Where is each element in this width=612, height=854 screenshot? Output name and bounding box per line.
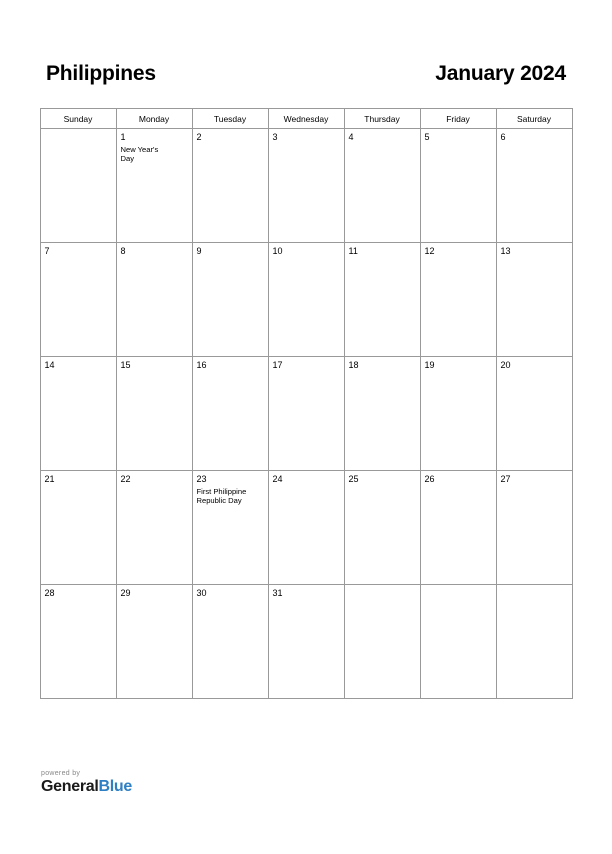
calendar-day-cell-empty xyxy=(344,585,420,699)
day-number: 29 xyxy=(120,588,131,598)
calendar-day-cell[interactable] xyxy=(344,243,420,357)
calendar-day-cell[interactable] xyxy=(496,471,572,585)
calendar-week-row xyxy=(40,585,572,699)
day-number: 6 xyxy=(500,132,506,142)
calendar-day-cell[interactable] xyxy=(496,243,572,357)
calendar-day-cell[interactable] xyxy=(420,129,496,243)
calendar-day-cell[interactable] xyxy=(40,243,116,357)
country-title: Philippines xyxy=(46,62,156,85)
day-number: 4 xyxy=(348,132,354,142)
day-event: New Year's Day xyxy=(120,144,159,164)
generalblue-logo[interactable] xyxy=(41,778,132,796)
weekday-header-sunday: Sunday xyxy=(40,109,116,129)
weekday-header-row xyxy=(40,109,572,129)
powered-by-label: powered by xyxy=(41,770,81,777)
logo-text-blue: Blue xyxy=(98,778,132,795)
calendar-day-cell[interactable] xyxy=(344,471,420,585)
day-number: 8 xyxy=(120,246,126,256)
calendar-day-cell[interactable] xyxy=(496,357,572,471)
calendar-table xyxy=(40,108,573,699)
calendar-day-cell[interactable] xyxy=(420,243,496,357)
weekday-header-monday: Monday xyxy=(116,109,192,129)
calendar-day-cell[interactable] xyxy=(116,585,192,699)
day-number: 3 xyxy=(272,132,278,142)
calendar-day-cell[interactable] xyxy=(116,471,192,585)
day-number: 14 xyxy=(44,360,55,370)
calendar-day-cell[interactable] xyxy=(268,357,344,471)
calendar-day-cell[interactable] xyxy=(192,243,268,357)
month-year-title: January 2024 xyxy=(435,62,566,85)
calendar-day-cell[interactable] xyxy=(192,129,268,243)
calendar-day-cell[interactable] xyxy=(40,471,116,585)
day-number: 12 xyxy=(424,246,435,256)
calendar-week-row xyxy=(40,357,572,471)
day-number: 25 xyxy=(348,474,359,484)
day-number: 20 xyxy=(500,360,511,370)
day-number: 22 xyxy=(120,474,131,484)
day-number: 7 xyxy=(44,246,50,256)
day-number: 10 xyxy=(272,246,283,256)
calendar-day-cell[interactable] xyxy=(420,357,496,471)
day-number: 19 xyxy=(424,360,435,370)
day-number: 26 xyxy=(424,474,435,484)
day-number: 17 xyxy=(272,360,283,370)
day-number: 28 xyxy=(44,588,55,598)
day-number: 5 xyxy=(424,132,430,142)
day-number: 30 xyxy=(196,588,207,598)
day-number: 23 xyxy=(196,474,207,484)
day-number: 11 xyxy=(348,246,358,256)
calendar-day-cell[interactable] xyxy=(268,129,344,243)
calendar-day-cell[interactable] xyxy=(40,585,116,699)
calendar-week-row xyxy=(40,471,572,585)
calendar-day-cell[interactable] xyxy=(116,243,192,357)
calendar-day-cell[interactable] xyxy=(268,471,344,585)
day-number: 24 xyxy=(272,474,283,484)
calendar-day-cell[interactable] xyxy=(344,357,420,471)
calendar-day-cell[interactable] xyxy=(40,357,116,471)
day-number: 16 xyxy=(196,360,207,370)
calendar-day-cell[interactable] xyxy=(420,471,496,585)
calendar-day-cell[interactable] xyxy=(116,357,192,471)
calendar-day-cell[interactable] xyxy=(344,129,420,243)
day-number: 2 xyxy=(196,132,202,142)
calendar-day-cell-empty xyxy=(420,585,496,699)
calendar-day-cell[interactable] xyxy=(192,471,268,585)
calendar-week-row xyxy=(40,129,572,243)
calendar-page xyxy=(0,62,612,854)
day-number: 31 xyxy=(272,588,283,598)
weekday-header-wednesday: Wednesday xyxy=(268,109,344,129)
day-number: 9 xyxy=(196,246,202,256)
calendar-day-cell[interactable] xyxy=(116,129,192,243)
weekday-header-friday: Friday xyxy=(420,109,496,129)
day-number: 18 xyxy=(348,360,359,370)
calendar-day-cell[interactable] xyxy=(192,357,268,471)
weekday-header-saturday: Saturday xyxy=(496,109,572,129)
calendar-day-cell[interactable] xyxy=(268,243,344,357)
day-number: 21 xyxy=(44,474,55,484)
logo-text-general: General xyxy=(41,778,99,795)
calendar-day-cell[interactable] xyxy=(268,585,344,699)
footer-branding xyxy=(41,770,132,796)
weekday-header-thursday: Thursday xyxy=(344,109,420,129)
calendar-day-cell[interactable] xyxy=(192,585,268,699)
day-number: 27 xyxy=(500,474,511,484)
day-number: 15 xyxy=(120,360,131,370)
calendar-week-row xyxy=(40,243,572,357)
weekday-header-tuesday: Tuesday xyxy=(192,109,268,129)
day-number: 1 xyxy=(120,132,126,142)
page-header xyxy=(0,62,612,86)
calendar-day-cell[interactable] xyxy=(496,129,572,243)
day-number: 13 xyxy=(500,246,511,256)
calendar-day-cell-empty xyxy=(496,585,572,699)
calendar-day-cell[interactable] xyxy=(40,129,116,243)
day-event: First Philippine Republic Day xyxy=(196,486,247,506)
